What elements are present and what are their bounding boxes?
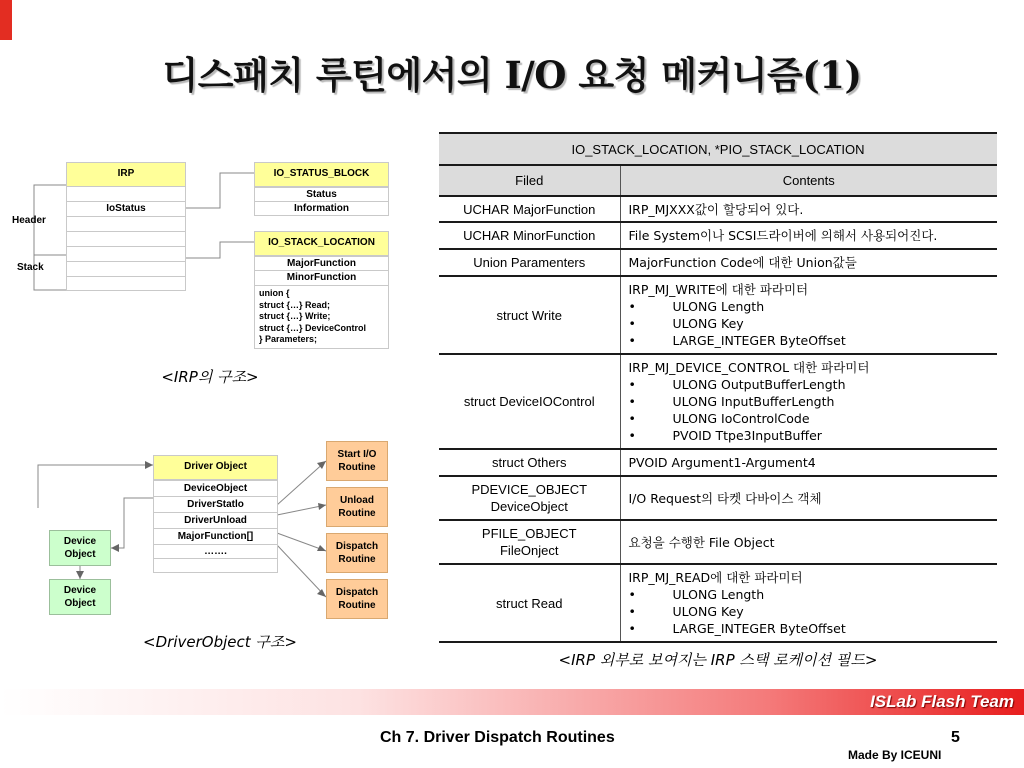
iostatus-connector <box>186 173 254 208</box>
bullet-item <box>629 332 990 349</box>
bullet-item <box>629 376 990 393</box>
device-object-row: DeviceObject <box>154 480 277 496</box>
union-line: struct {…} Read; <box>259 299 331 310</box>
contents-cell <box>620 196 997 222</box>
status-row: Status <box>255 187 388 202</box>
driver-unload-row: DriverUnload <box>154 512 277 528</box>
major-function-array-row: MajorFunction[] <box>154 528 277 544</box>
routine-connector-start <box>277 461 326 505</box>
bullet-text: ULONG IoControlCode <box>672 411 810 426</box>
driver-object-box <box>153 455 278 573</box>
bullet-text: PVOID Ttpe3InputBuffer <box>672 428 822 443</box>
major-function-row: MajorFunction <box>255 256 388 271</box>
bullet-item <box>629 427 990 444</box>
bullet-item <box>629 603 990 620</box>
bullet-text: LARGE_INTEGER ByteOffset <box>672 621 846 636</box>
start-io-routine-box: Start I/O Routine <box>326 441 388 481</box>
field-cell: PFILE_OBJECT FileOnject <box>439 520 620 564</box>
footer-credit: Made By ICEUNI <box>848 748 942 762</box>
table-title: IO_STACK_LOCATION, *PIO_STACK_LOCATION <box>439 133 997 165</box>
irp-box <box>66 162 186 291</box>
field-cell: Union Paramenters <box>439 249 620 276</box>
io-status-block-header: IO_STATUS_BLOCK <box>255 163 388 187</box>
io-stack-location-box <box>254 231 389 349</box>
irp-caption: <IRP의 구조> <box>161 368 259 386</box>
page-number: 5 <box>951 729 960 746</box>
irp-row-blank-5 <box>67 276 185 291</box>
driver-object-caption: <DriverObject 구조> <box>143 633 297 651</box>
arrowhead-device <box>111 544 119 552</box>
field-cell: UCHAR MinorFunction <box>439 222 620 249</box>
stack-connector <box>186 242 254 258</box>
contents-cell <box>620 249 997 276</box>
footer-chapter-title: Ch 7. Driver Dispatch Routines <box>380 729 615 746</box>
stack-table-caption: <IRP 외부로 보여지는 IRP 스택 로케이션 필드> <box>558 651 878 669</box>
field-cell: struct Others <box>439 449 620 476</box>
driver-loop-connector <box>38 465 153 508</box>
table-row <box>439 476 997 520</box>
bullet-item <box>629 298 990 315</box>
stack-label: Stack <box>17 262 44 273</box>
bullet-item <box>629 393 990 410</box>
field-cell: struct DeviceIOControl <box>439 354 620 449</box>
contents-text: IRP_MJ_READ에 대한 파라미터 <box>628 570 803 585</box>
table-body <box>439 196 997 642</box>
arrowhead-loop <box>145 461 153 469</box>
table-header-row <box>439 165 997 196</box>
contents-cell <box>620 222 997 249</box>
bullet-marker: • <box>628 394 636 409</box>
bullet-item <box>629 586 990 603</box>
bullet-text: ULONG Key <box>672 316 744 331</box>
arrowhead-dispatch-2 <box>317 589 326 597</box>
contents-text: IRP_MJ_DEVICE_CONTROL 대한 파라미터 <box>628 360 870 375</box>
slide-title: 디스패치 루틴에서의 I/O 요청 메커니즘(1) <box>162 53 862 97</box>
footer-team-name: ISLab Flash Team <box>870 692 1014 711</box>
arrowhead-device-chain <box>76 571 84 579</box>
io-status-block-box <box>254 162 389 216</box>
bullet-marker: • <box>628 333 636 348</box>
contents-text: File System이나 SCSI드라이버에 의해서 사용되어진다. <box>628 228 938 243</box>
bullet-marker: • <box>628 411 636 426</box>
union-block <box>255 285 388 349</box>
table-row <box>439 564 997 642</box>
contents-text: IRP_MJXXX값이 할당되어 있다. <box>628 201 804 217</box>
column-header-field: Filed <box>439 165 620 196</box>
ellipsis-row: ……. <box>154 544 277 558</box>
union-line: struct {…} DeviceControl <box>259 322 367 333</box>
field-cell: struct Read <box>439 564 620 642</box>
contents-cell <box>620 449 997 476</box>
driver-row-blank <box>154 558 277 573</box>
contents-text: 요청을 수행한 File Object <box>628 534 775 550</box>
driver-to-device-connector <box>111 498 153 548</box>
contents-cell <box>620 276 997 354</box>
bullet-marker: • <box>628 428 636 443</box>
device-object-box-1: Device Object <box>49 530 111 566</box>
table-row <box>439 196 997 222</box>
contents-cell <box>620 476 997 520</box>
bullet-marker: • <box>628 587 636 602</box>
table-row <box>439 249 997 276</box>
irp-row-blank-3 <box>67 246 185 261</box>
routine-connector-dispatch-2 <box>277 545 326 597</box>
field-cell: PDEVICE_OBJECT DeviceObject <box>439 476 620 520</box>
bullet-item <box>629 620 990 637</box>
driver-object-header: Driver Object <box>154 456 277 480</box>
iostatus-row: IoStatus <box>67 201 185 216</box>
irp-row-blank-2 <box>67 231 185 246</box>
table-row <box>439 520 997 564</box>
dispatch-routine-box-2: Dispatch Routine <box>326 579 388 619</box>
irp-row-blank-4 <box>67 261 185 276</box>
device-object-box-2: Device Object <box>49 579 111 615</box>
unload-routine-box: Unload Routine <box>326 487 388 527</box>
bullet-marker: • <box>628 299 636 314</box>
union-line: union { <box>259 288 290 298</box>
driver-statlo-row: DriverStatlo <box>154 496 277 512</box>
field-cell: struct Write <box>439 276 620 354</box>
bullet-marker: • <box>628 604 636 619</box>
union-line: struct {…} Write; <box>259 311 331 321</box>
contents-text: PVOID Argument1-Argument4 <box>628 455 816 470</box>
field-cell: UCHAR MajorFunction <box>439 196 620 222</box>
minor-function-row: MinorFunction <box>255 270 388 285</box>
union-line: } Parameters; <box>259 334 318 344</box>
irp-header: IRP <box>67 163 185 187</box>
stack-location-table <box>439 132 997 643</box>
table-row <box>439 222 997 249</box>
table-row <box>439 354 997 449</box>
table-row <box>439 276 997 354</box>
column-header-contents: Contents <box>620 165 997 196</box>
irp-row-blank-1 <box>67 216 185 231</box>
io-stack-location-header: IO_STACK_LOCATION <box>255 232 388 256</box>
contents-text: I/O Request의 타켓 다바이스 객체 <box>628 490 822 506</box>
arrowhead-unload <box>318 503 326 510</box>
contents-cell <box>620 564 997 642</box>
bullet-text: ULONG InputBufferLength <box>672 394 835 409</box>
bullet-marker: • <box>628 316 636 331</box>
bullet-text: ULONG Length <box>672 587 765 602</box>
bullet-text: ULONG Length <box>672 299 765 314</box>
contents-text: MajorFunction Code에 대한 Union값들 <box>628 255 857 270</box>
contents-cell <box>620 354 997 449</box>
bullet-item <box>629 315 990 332</box>
information-row: Information <box>255 201 388 216</box>
dispatch-routine-box-1: Dispatch Routine <box>326 533 388 573</box>
bullet-text: ULONG OutputBufferLength <box>672 377 846 392</box>
contents-text: IRP_MJ_WRITE에 대한 파라미터 <box>628 282 809 297</box>
contents-cell <box>620 520 997 564</box>
table-title-row <box>439 133 997 165</box>
header-label: Header <box>12 215 46 226</box>
bullet-text: LARGE_INTEGER ByteOffset <box>672 333 846 348</box>
table-row <box>439 449 997 476</box>
bullet-text: ULONG Key <box>672 604 744 619</box>
bullet-item <box>629 410 990 427</box>
bullet-marker: • <box>628 377 636 392</box>
bullet-marker: • <box>628 621 636 636</box>
